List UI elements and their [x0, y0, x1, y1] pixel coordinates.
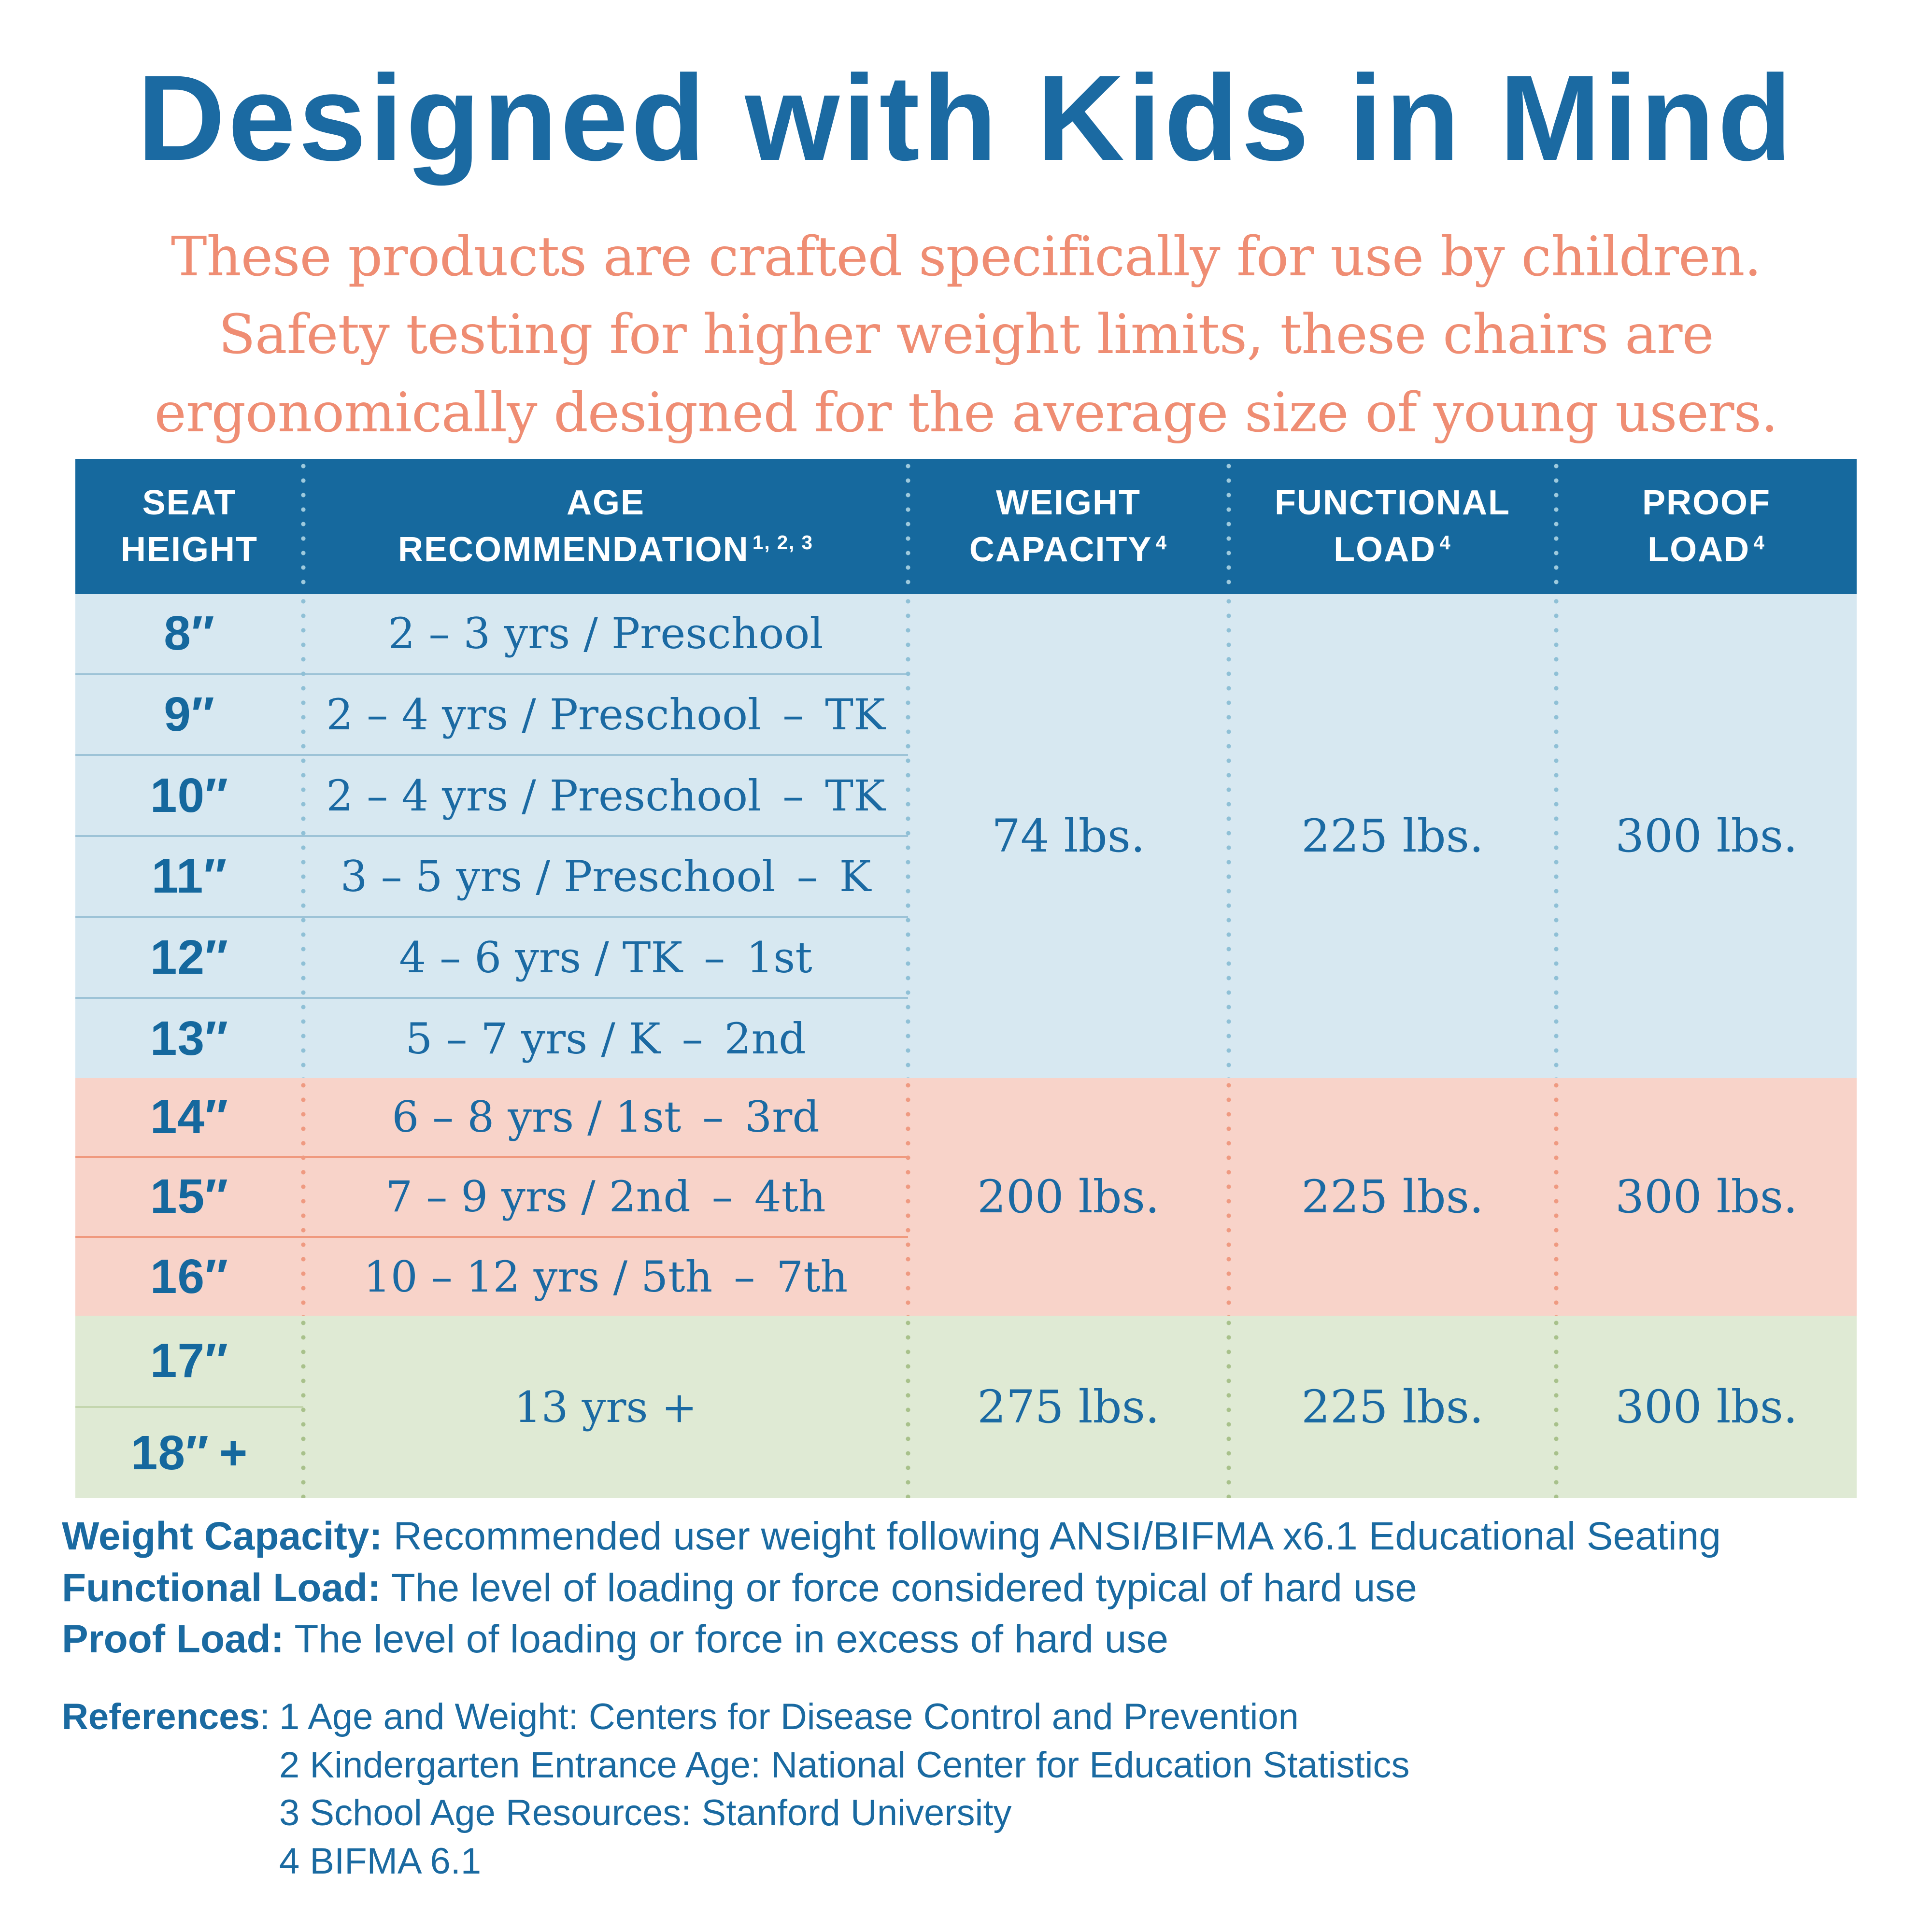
seat-height-cell: 13″: [75, 997, 303, 1078]
page-title: Designed with Kids in Mind: [137, 50, 1795, 186]
seat-height-cell: 11″: [75, 835, 303, 916]
age-recommendation-column: [303, 1316, 908, 1498]
seat-height-cell: 9″: [75, 673, 303, 754]
seat-height-column: [75, 594, 303, 1078]
seat-height-column: [75, 1316, 303, 1498]
column-header-proof-load: [1556, 459, 1857, 594]
age-recommendation-column: [303, 594, 908, 1078]
seat-height-cell: 18″ +: [75, 1406, 303, 1498]
proof-load-value: 300 lbs.: [1556, 1316, 1857, 1498]
header-line: RECOMMENDATION $^{1, 2, 3}$: [398, 530, 813, 569]
header-line: SEAT: [142, 483, 237, 522]
seat-height-cell: 10″: [75, 754, 303, 835]
age-recommendation-column: [303, 1078, 908, 1316]
weight-capacity-value: 74 lbs.: [908, 594, 1229, 1078]
age-cell: 5 – 7 yrs / K – 2nd: [303, 997, 908, 1078]
seat-height-column: [75, 1078, 303, 1316]
age-cell: 10 – 12 yrs / 5th – 7th: [303, 1236, 908, 1316]
footnote-superscript: 4: [1753, 531, 1765, 554]
definition-text: The level of loading or force in excess of hard use: [284, 1617, 1168, 1662]
age-cell: 2 – 4 yrs / Preschool – TK: [303, 673, 908, 754]
definition-label: Functional Load:: [62, 1565, 381, 1610]
seat-height-cell: 12″: [75, 916, 303, 997]
subtitle-line: Safety testing for higher weight limits, these chairs are: [218, 303, 1714, 367]
seat-height-cell: 15″: [75, 1156, 303, 1236]
age-cell: 7 – 9 yrs / 2nd – 4th: [303, 1156, 908, 1236]
page-subtitle: [0, 218, 1932, 452]
header-line: HEIGHT: [120, 530, 258, 569]
table-group-preschool: [75, 594, 1857, 1078]
definition-label: Weight Capacity:: [62, 1514, 383, 1558]
references-list: [279, 1693, 1409, 1885]
definition-weight-capacity: [62, 1511, 1884, 1563]
header-line: LOAD $^4$: [1648, 530, 1765, 569]
references-label: References:: [62, 1696, 270, 1737]
column-header-weight-capacity: [908, 459, 1229, 594]
seating-spec-table: [75, 459, 1857, 1498]
age-cell: 4 – 6 yrs / TK – 1st: [303, 916, 908, 997]
footnote-superscript: 4: [1439, 531, 1451, 554]
column-header-age-recommendation: [303, 459, 908, 594]
column-header-functional-load: [1229, 459, 1556, 594]
proof-load-value: 300 lbs.: [1556, 1078, 1857, 1316]
header-line: AGE: [566, 483, 645, 522]
definition-proof-load: [62, 1614, 1884, 1665]
seat-height-cell: 16″: [75, 1236, 303, 1316]
functional-load-value: 225 lbs.: [1229, 594, 1556, 1078]
footnote-superscript: 4: [1155, 531, 1168, 554]
functional-load-value: 225 lbs.: [1229, 1078, 1556, 1316]
header-line: FUNCTIONAL: [1275, 483, 1510, 522]
weight-capacity-value: 275 lbs.: [908, 1316, 1229, 1498]
definition-functional-load: [62, 1563, 1884, 1614]
column-header-seat-height: [75, 459, 303, 594]
table-group-teen: [75, 1316, 1857, 1498]
seat-height-cell: 17″: [150, 1334, 229, 1388]
reference-item: 1 Age and Weight: Centers for Disease Control and Prevention: [279, 1696, 1299, 1737]
header-line: CAPACITY $^4$: [969, 530, 1168, 569]
age-cell: 2 – 4 yrs / Preschool – TK: [303, 754, 908, 835]
seat-height-cell: 8″: [164, 606, 215, 661]
reference-item: 3 School Age Resources: Stanford University: [279, 1792, 1012, 1834]
header-line: WEIGHT: [996, 483, 1141, 522]
definition-label: Proof Load:: [62, 1617, 284, 1662]
subtitle-line: ergonomically designed for the average size of young users.: [154, 381, 1778, 444]
age-cell: 2 – 3 yrs / Preschool: [388, 609, 824, 659]
age-cell: 6 – 8 yrs / 1st – 3rd: [392, 1092, 820, 1142]
definition-text: The level of loading or force considered typical of hard use: [381, 1565, 1417, 1610]
seat-height-cell: 14″: [150, 1090, 229, 1144]
footnote-superscript: 1, 2, 3: [752, 531, 813, 554]
header-line: PROOF: [1642, 483, 1771, 522]
definition-text: Recommended user weight following ANSI/BIFMA x6.1 Educational Seating: [382, 1514, 1721, 1558]
subtitle-line: These products are crafted specifically for use by children.: [170, 226, 1762, 288]
reference-item: 2 Kindergarten Entrance Age: National Center for Education Statistics: [279, 1744, 1410, 1786]
definitions-block: [62, 1511, 1884, 1665]
proof-load-value: 300 lbs.: [1556, 594, 1857, 1078]
table-group-elementary: [75, 1078, 1857, 1316]
age-cell: 3 – 5 yrs / Preschool – K: [303, 835, 908, 916]
header-line: LOAD $^4$: [1334, 530, 1451, 569]
age-cell-merged: 13 yrs +: [514, 1382, 697, 1432]
reference-item: 4 BIFMA 6.1: [279, 1840, 482, 1882]
table-header-row: [75, 459, 1857, 594]
references-block: [62, 1693, 1884, 1885]
functional-load-value: 225 lbs.: [1229, 1316, 1556, 1498]
weight-capacity-value: 200 lbs.: [908, 1078, 1229, 1316]
